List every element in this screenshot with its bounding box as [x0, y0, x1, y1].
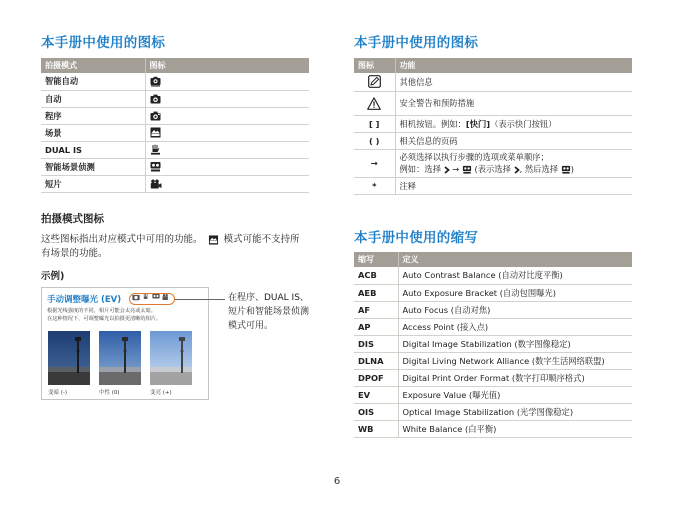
- example-description: [47, 307, 207, 323]
- table-row: [354, 420, 632, 437]
- abbr-cell: AP: [354, 318, 398, 335]
- mode-label: 短片: [41, 175, 145, 192]
- shooting-mode-table: [41, 58, 309, 193]
- callout-text: [228, 291, 328, 333]
- abbr-cell: EV: [354, 386, 398, 403]
- definition-cell: Auto Contrast Balance (自动对比度平衡): [398, 267, 632, 284]
- abbr-cell: AF: [354, 301, 398, 318]
- table-header-row: [354, 58, 632, 73]
- table-row: [41, 90, 309, 107]
- table-row: [354, 149, 632, 177]
- table-row: [41, 141, 309, 158]
- example-title: 手动调整曝光 (EV): [47, 295, 122, 305]
- symbol-asterisk: *: [354, 177, 395, 194]
- header-icon: 图标: [354, 58, 395, 73]
- desc-line1-b: 模式可能不支持所: [223, 234, 300, 245]
- callout-line3: 模式可用。: [228, 321, 274, 331]
- smart-auto-icon: [150, 76, 161, 87]
- definition-cell: Digital Living Network Alliance (数字生活网络联盟): [398, 352, 632, 369]
- mode-label: 程序: [41, 107, 145, 124]
- table-row: [354, 386, 632, 403]
- table-row: [354, 335, 632, 352]
- definition-cell: Access Point (接入点): [398, 318, 632, 335]
- right-page-title: 本手册中使用的图标: [354, 35, 479, 51]
- abbr-cell: DPOF: [354, 369, 398, 386]
- function-text-c: （表示快门按钮）: [490, 118, 557, 129]
- shutter-label: [快门]: [465, 118, 491, 129]
- abbreviations-title: 本手册中使用的缩写: [354, 230, 479, 246]
- table-row: [354, 115, 632, 132]
- abbr-cell: OIS: [354, 403, 398, 420]
- abbr-cell: WB: [354, 420, 398, 437]
- definition-cell: Auto Focus (自动对焦): [398, 301, 632, 318]
- table-row: [354, 403, 632, 420]
- abbr-cell: ACB: [354, 267, 398, 284]
- definition-cell: Digital Print Order Format (数字打印顺序格式): [398, 369, 632, 386]
- table-row: [41, 175, 309, 192]
- left-page-title: 本手册中使用的图标: [41, 35, 166, 51]
- chevron-right-icon: [444, 166, 450, 174]
- function-line2-e: ): [570, 164, 574, 174]
- header-abbreviation: 缩写: [354, 252, 398, 267]
- mode-label: 智能场景侦测: [41, 158, 145, 175]
- note-pencil-icon: [368, 75, 381, 88]
- abbr-cell: AEB: [354, 284, 398, 301]
- mode-label: 自动: [41, 90, 145, 107]
- example-label: 示例): [41, 271, 65, 282]
- example-photo-dark: [48, 331, 90, 385]
- definition-cell: Digital Image Stabilization (数字图像稳定): [398, 335, 632, 352]
- function-text: 相关信息的页码: [395, 132, 632, 149]
- mode-label: 智能自动: [41, 73, 145, 90]
- table-row: [354, 267, 632, 284]
- function-line2-c: (表示选择: [474, 164, 511, 174]
- example-photo-bright: [150, 331, 192, 385]
- shooting-mode-icons-heading: 拍摄模式图标: [41, 213, 104, 225]
- function-line2-arrow: →: [452, 164, 460, 174]
- callout-line2: 短片和智能场景侦测: [228, 307, 310, 317]
- function-line2-a: 例如：选择: [399, 164, 441, 174]
- function-text-a: 相机按钮。例如：: [399, 118, 466, 129]
- header-function: 功能: [395, 58, 632, 73]
- desc-line1-a: 这些图标指出对应模式中可用的功能。: [41, 234, 203, 245]
- table-row: [354, 73, 632, 91]
- table-row: [354, 284, 632, 301]
- icon-function-table: [354, 58, 632, 195]
- definition-cell: White Balance (白平衡): [398, 420, 632, 437]
- callout-connector-line: [175, 299, 225, 300]
- symbol-arrow: →: [354, 149, 395, 177]
- scene-icon: [208, 235, 219, 245]
- program-camera-icon: [150, 111, 161, 121]
- callout-line1: 在程序、DUAL IS、: [228, 293, 309, 303]
- function-text: [395, 115, 632, 132]
- definition-cell: Optical Image Stabilization (光学图像稳定): [398, 403, 632, 420]
- example-desc-line2: 在这种情况下，可调整曝光以拍摄更清晰的相片。: [47, 316, 162, 322]
- auto-camera-icon: [150, 94, 161, 104]
- symbol-parentheses: ( ): [354, 132, 395, 149]
- table-row: [354, 352, 632, 369]
- smart-scene-detection-icon: [462, 165, 472, 174]
- symbol-brackets: [ ]: [354, 115, 395, 132]
- table-header-row: [41, 58, 309, 73]
- table-row: [354, 132, 632, 149]
- header-icon: 图标: [145, 58, 309, 73]
- table-row: [41, 73, 309, 90]
- warning-triangle-icon: [367, 97, 381, 110]
- table-row: [354, 177, 632, 194]
- header-definition: 定义: [398, 252, 632, 267]
- table-header-row: [354, 252, 632, 267]
- table-row: [41, 107, 309, 124]
- table-row: [41, 158, 309, 175]
- table-row: [354, 301, 632, 318]
- definition-cell: Exposure Value (曝光值): [398, 386, 632, 403]
- table-row: [354, 369, 632, 386]
- function-text: 安全警告和预防措施: [395, 91, 632, 115]
- scene-icon: [150, 127, 161, 138]
- dual-is-hand-icon: [150, 144, 161, 155]
- abbr-cell: DIS: [354, 335, 398, 352]
- callout-highlight-oval: [129, 293, 175, 305]
- table-row: [354, 91, 632, 115]
- example-desc-line1: 根据光线强度的不同，相片可能会太亮或太暗。: [47, 308, 156, 314]
- function-line2-d: , 然后选择: [519, 164, 559, 174]
- mode-label: DUAL IS: [41, 141, 145, 158]
- function-text: 注释: [395, 177, 632, 194]
- table-row: [354, 318, 632, 335]
- function-text: 其他信息: [395, 73, 632, 91]
- header-mode: 拍摄模式: [41, 58, 145, 73]
- page-number: 6: [333, 476, 341, 487]
- caption-dark: 变暗 (-): [48, 390, 68, 396]
- caption-neutral: 中性 (0): [99, 390, 120, 396]
- smart-scene-detection-icon: [150, 161, 161, 172]
- table-row: [41, 124, 309, 141]
- function-line1: 必须选择以执行步骤的选项或菜单顺序；: [399, 152, 549, 162]
- shooting-mode-description: [41, 233, 321, 261]
- caption-bright: 变亮 (+): [150, 390, 172, 396]
- movie-camera-icon: [150, 179, 162, 189]
- smart-scene-detection-icon: [561, 165, 571, 174]
- mode-label: 场景: [41, 124, 145, 141]
- example-photo-neutral: [99, 331, 141, 385]
- abbreviations-table: [354, 252, 632, 438]
- abbr-cell: DLNA: [354, 352, 398, 369]
- desc-line2: 有场景的功能。: [41, 248, 108, 259]
- function-text: [395, 149, 632, 177]
- example-box: [41, 287, 209, 400]
- definition-cell: Auto Exposure Bracket (自动包围曝光): [398, 284, 632, 301]
